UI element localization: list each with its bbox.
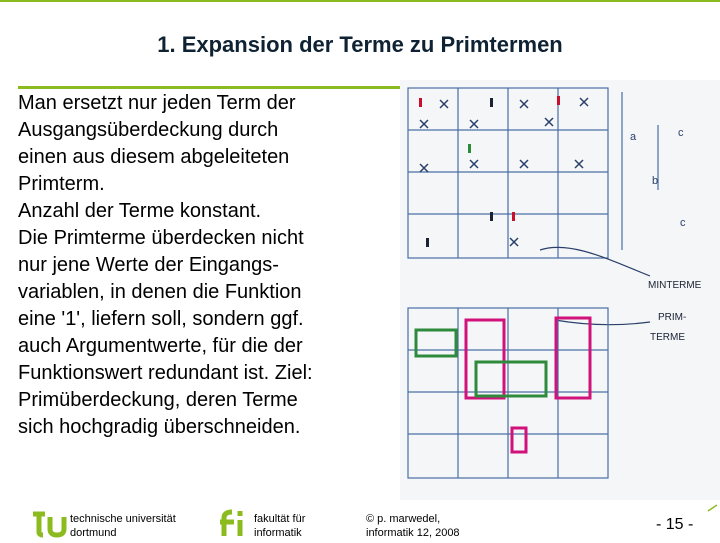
body-line: Anzahl der Terme konstant. bbox=[18, 200, 262, 222]
tu-logo bbox=[30, 508, 70, 543]
lower-map-primterm-loops bbox=[416, 318, 590, 452]
body-line: einen aus diesem abgeleiteten bbox=[18, 146, 290, 168]
karnaugh-sketch bbox=[400, 80, 720, 500]
slide-title: 1. Expansion der Terme zu Primtermen bbox=[157, 32, 563, 57]
slide-body bbox=[18, 90, 398, 441]
page-number: - 15 - bbox=[656, 516, 694, 533]
title-underline bbox=[18, 86, 406, 89]
lower-map-grid bbox=[408, 308, 608, 478]
body-line: sich hochgradig überschneiden. bbox=[18, 416, 301, 438]
karnaugh-map-photo bbox=[400, 80, 720, 500]
body-line: Ausgangsüberdeckung durch bbox=[18, 119, 279, 141]
annotation-primterme-2: TERME bbox=[650, 332, 685, 343]
footer-faculty-line2: informatik bbox=[254, 527, 302, 539]
top-accent-rule bbox=[0, 0, 720, 2]
footer-copyright bbox=[366, 512, 460, 540]
body-line: Die Primterme überdecken nicht bbox=[18, 227, 304, 249]
label-c-top: c bbox=[678, 127, 684, 139]
footer-copyright-line1: © p. marwedel, bbox=[366, 513, 441, 525]
body-line: auch Argumentwerte, für die der bbox=[18, 335, 303, 357]
arrow-primterme bbox=[555, 320, 650, 325]
footer-faculty-line1: fakultät für bbox=[254, 513, 306, 525]
body-line: Funktionswert redundant ist. Ziel: bbox=[18, 362, 313, 384]
footer-copyright-line2: informatik 12, 2008 bbox=[366, 527, 460, 539]
annotation-primterme-1: PRIM- bbox=[658, 312, 687, 323]
body-line: Primüberdeckung, deren Terme bbox=[18, 389, 298, 411]
label-c-mid: c bbox=[680, 217, 686, 229]
upper-map-grid bbox=[408, 88, 658, 258]
label-a: a bbox=[630, 131, 637, 143]
footer-faculty bbox=[254, 512, 305, 540]
body-line: variablen, in denen die Funktion bbox=[18, 281, 302, 303]
footer-university-line1: technische universität bbox=[70, 513, 176, 525]
arrow-minterme bbox=[540, 247, 650, 276]
body-line: Man ersetzt nur jeden Term der bbox=[18, 92, 296, 114]
body-line: eine '1', liefern soll, sondern ggf. bbox=[18, 308, 304, 330]
fi-logo bbox=[218, 508, 248, 543]
annotation-minterme: MINTERME bbox=[648, 280, 702, 291]
body-line: nur jene Werte der Eingangs- bbox=[18, 254, 279, 276]
body-line: Primterm. bbox=[18, 173, 105, 195]
corner-arrow-icon bbox=[707, 500, 719, 518]
label-b: b bbox=[652, 175, 659, 187]
footer-university-line2: dortmund bbox=[70, 527, 117, 539]
footer-university bbox=[70, 512, 176, 540]
